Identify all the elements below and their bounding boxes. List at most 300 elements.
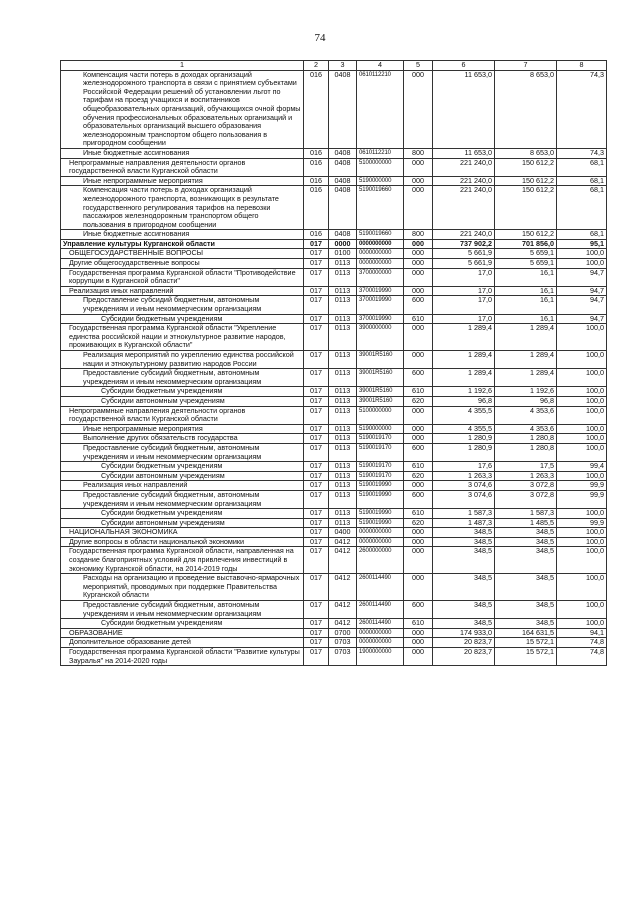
row-target-code: 2600114490 — [357, 619, 404, 629]
row-actual-amount: 5 659,1 — [495, 249, 557, 259]
row-actual-amount: 1 289,4 — [495, 351, 557, 369]
row-section-code: 0113 — [329, 462, 357, 472]
row-actual-amount: 16,1 — [495, 314, 557, 324]
table-row — [61, 601, 607, 619]
row-target-code: 0610112210 — [357, 70, 404, 148]
row-percent: 74,8 — [557, 638, 607, 648]
table-row — [61, 628, 607, 638]
row-section-code: 0113 — [329, 387, 357, 397]
row-expense-type-code: 000 — [404, 239, 433, 249]
row-section-code: 0000 — [329, 239, 357, 249]
row-expense-type-code: 620 — [404, 518, 433, 528]
row-actual-amount: 348,5 — [495, 537, 557, 547]
budget-table — [60, 60, 607, 666]
table-row — [61, 638, 607, 648]
row-expense-type-code: 000 — [404, 70, 433, 148]
row-target-code: 5190019990 — [357, 509, 404, 519]
row-plan-amount: 221 240,0 — [433, 230, 495, 240]
column-number: 8 — [557, 61, 607, 71]
row-plan-amount: 1 192,6 — [433, 387, 495, 397]
row-plan-amount: 1 587,3 — [433, 509, 495, 519]
row-grbs-code: 017 — [304, 424, 329, 434]
row-actual-amount: 3 072,8 — [495, 481, 557, 491]
row-target-code: 5190019990 — [357, 518, 404, 528]
row-percent: 100,0 — [557, 369, 607, 387]
row-percent: 100,0 — [557, 509, 607, 519]
row-grbs-code: 017 — [304, 619, 329, 629]
row-percent: 100,0 — [557, 434, 607, 444]
row-actual-amount: 4 353,6 — [495, 406, 557, 424]
row-grbs-code: 017 — [304, 509, 329, 519]
row-name: Иные бюджетные ассигнования — [61, 230, 304, 240]
row-expense-type-code: 600 — [404, 369, 433, 387]
row-expense-type-code: 000 — [404, 537, 433, 547]
table-row — [61, 509, 607, 519]
row-expense-type-code: 000 — [404, 547, 433, 574]
row-percent: 95,1 — [557, 239, 607, 249]
row-grbs-code: 017 — [304, 314, 329, 324]
row-percent: 100,0 — [557, 351, 607, 369]
row-target-code: 39001R5160 — [357, 387, 404, 397]
row-name: Государственная программа Курганской области "Развитие культуры Зауралья" на 2014-2020 годы — [61, 648, 304, 666]
table-row — [61, 528, 607, 538]
row-section-code: 0113 — [329, 518, 357, 528]
row-actual-amount: 1 485,5 — [495, 518, 557, 528]
row-grbs-code: 017 — [304, 471, 329, 481]
row-expense-type-code: 610 — [404, 619, 433, 629]
row-name: Предоставление субсидий бюджетным, автономным учреждениям и иным некоммерческим организациям — [61, 296, 304, 314]
row-expense-type-code: 610 — [404, 314, 433, 324]
row-actual-amount: 16,1 — [495, 296, 557, 314]
row-percent: 74,3 — [557, 70, 607, 148]
row-actual-amount: 348,5 — [495, 574, 557, 601]
row-plan-amount: 348,5 — [433, 528, 495, 538]
row-percent: 100,0 — [557, 324, 607, 351]
row-plan-amount: 20 823,7 — [433, 648, 495, 666]
row-target-code: 0000000000 — [357, 537, 404, 547]
row-name: Предоставление субсидий бюджетным, автономным учреждениям и иным некоммерческим организациям — [61, 601, 304, 619]
row-percent: 100,0 — [557, 396, 607, 406]
row-target-code: 1900000000 — [357, 648, 404, 666]
row-plan-amount: 3 074,6 — [433, 481, 495, 491]
table-row — [61, 406, 607, 424]
row-actual-amount: 5 659,1 — [495, 259, 557, 269]
row-section-code: 0100 — [329, 249, 357, 259]
row-name: Субсидии бюджетным учреждениям — [61, 619, 304, 629]
row-plan-amount: 17,0 — [433, 286, 495, 296]
row-name: ОБРАЗОВАНИЕ — [61, 628, 304, 638]
row-grbs-code: 017 — [304, 574, 329, 601]
row-plan-amount: 737 902,2 — [433, 239, 495, 249]
row-name: Субсидии бюджетным учреждениям — [61, 462, 304, 472]
row-expense-type-code: 000 — [404, 481, 433, 491]
row-percent: 100,0 — [557, 424, 607, 434]
row-target-code: 5190019170 — [357, 471, 404, 481]
table-row — [61, 268, 607, 286]
table-row — [61, 443, 607, 461]
row-expense-type-code: 000 — [404, 158, 433, 176]
row-grbs-code: 017 — [304, 434, 329, 444]
row-grbs-code: 016 — [304, 230, 329, 240]
table-row — [61, 619, 607, 629]
row-target-code: 39001R5160 — [357, 351, 404, 369]
row-section-code: 0412 — [329, 619, 357, 629]
row-expense-type-code: 800 — [404, 148, 433, 158]
row-target-code: 3900000000 — [357, 324, 404, 351]
row-expense-type-code: 000 — [404, 249, 433, 259]
row-plan-amount: 17,0 — [433, 314, 495, 324]
row-name: Реализация мероприятий по укреплению единства российской нации и этнокультурному развитию народов России — [61, 351, 304, 369]
row-grbs-code: 017 — [304, 406, 329, 424]
row-name: Государственная программа Курганской области, направленная на создание благоприятных условий для привлечения инвестиций в экономику Курганской области, на 2014-2019 годы — [61, 547, 304, 574]
row-percent: 100,0 — [557, 537, 607, 547]
row-percent: 100,0 — [557, 406, 607, 424]
row-name: Субсидии автономным учреждениям — [61, 396, 304, 406]
row-actual-amount: 15 572,1 — [495, 638, 557, 648]
row-grbs-code: 017 — [304, 528, 329, 538]
row-actual-amount: 348,5 — [495, 547, 557, 574]
table-row — [61, 481, 607, 491]
row-target-code: 5190019170 — [357, 462, 404, 472]
row-actual-amount: 3 072,8 — [495, 490, 557, 508]
row-plan-amount: 1 263,3 — [433, 471, 495, 481]
table-row — [61, 230, 607, 240]
row-section-code: 0113 — [329, 406, 357, 424]
row-name: Предоставление субсидий бюджетным, автономным учреждениям и иным некоммерческим организациям — [61, 443, 304, 461]
row-actual-amount: 1 192,6 — [495, 387, 557, 397]
row-plan-amount: 1 289,4 — [433, 324, 495, 351]
row-plan-amount: 174 933,0 — [433, 628, 495, 638]
row-percent: 68,1 — [557, 230, 607, 240]
column-number: 6 — [433, 61, 495, 71]
row-expense-type-code: 000 — [404, 638, 433, 648]
row-section-code: 0703 — [329, 648, 357, 666]
row-percent: 94,7 — [557, 268, 607, 286]
table-row — [61, 648, 607, 666]
row-plan-amount: 348,5 — [433, 601, 495, 619]
row-actual-amount: 96,8 — [495, 396, 557, 406]
row-grbs-code: 017 — [304, 537, 329, 547]
row-name: Реализация иных направлений — [61, 286, 304, 296]
table-row — [61, 239, 607, 249]
row-target-code: 5100000000 — [357, 406, 404, 424]
row-grbs-code: 017 — [304, 296, 329, 314]
row-target-code: 2600000000 — [357, 547, 404, 574]
row-percent: 68,1 — [557, 158, 607, 176]
row-section-code: 0113 — [329, 369, 357, 387]
row-name: Предоставление субсидий бюджетным, автономным учреждениям и иным некоммерческим организациям — [61, 369, 304, 387]
table-row — [61, 176, 607, 186]
row-name: Иные непрограммные мероприятия — [61, 424, 304, 434]
row-name: Расходы на организацию и проведение выставочно-ярмарочных мероприятий, проводимых при поддержке Правительства Курганской области — [61, 574, 304, 601]
table-row — [61, 471, 607, 481]
row-grbs-code: 016 — [304, 158, 329, 176]
row-target-code: 3700019990 — [357, 296, 404, 314]
row-plan-amount: 348,5 — [433, 619, 495, 629]
row-name: Государственная программа Курганской области "Укрепление единства российской нации и этнокультурное развитие народов, проживающих в Курганской области" — [61, 324, 304, 351]
row-section-code: 0113 — [329, 324, 357, 351]
row-percent: 100,0 — [557, 471, 607, 481]
row-expense-type-code: 000 — [404, 351, 433, 369]
row-section-code: 0408 — [329, 70, 357, 148]
column-number: 1 — [61, 61, 304, 71]
row-grbs-code: 017 — [304, 351, 329, 369]
row-expense-type-code: 610 — [404, 387, 433, 397]
row-section-code: 0412 — [329, 601, 357, 619]
row-section-code: 0113 — [329, 268, 357, 286]
row-grbs-code: 017 — [304, 648, 329, 666]
row-expense-type-code: 000 — [404, 186, 433, 230]
row-actual-amount: 348,5 — [495, 619, 557, 629]
row-percent: 100,0 — [557, 547, 607, 574]
row-section-code: 0412 — [329, 537, 357, 547]
row-actual-amount: 150 612,2 — [495, 186, 557, 230]
column-number: 4 — [357, 61, 404, 71]
row-grbs-code: 016 — [304, 148, 329, 158]
row-target-code: 39001R5160 — [357, 396, 404, 406]
row-plan-amount: 17,0 — [433, 296, 495, 314]
row-section-code: 0113 — [329, 471, 357, 481]
table-row — [61, 387, 607, 397]
row-section-code: 0113 — [329, 434, 357, 444]
row-actual-amount: 150 612,2 — [495, 230, 557, 240]
row-target-code: 0000000000 — [357, 239, 404, 249]
row-section-code: 0113 — [329, 509, 357, 519]
row-target-code: 5190000000 — [357, 176, 404, 186]
row-expense-type-code: 000 — [404, 268, 433, 286]
row-section-code: 0113 — [329, 490, 357, 508]
row-actual-amount: 8 653,0 — [495, 70, 557, 148]
row-expense-type-code: 000 — [404, 259, 433, 269]
row-actual-amount: 15 572,1 — [495, 648, 557, 666]
row-grbs-code: 017 — [304, 369, 329, 387]
row-plan-amount: 1 280,9 — [433, 434, 495, 444]
row-expense-type-code: 600 — [404, 601, 433, 619]
row-actual-amount: 150 612,2 — [495, 158, 557, 176]
row-section-code: 0408 — [329, 176, 357, 186]
row-actual-amount: 701 856,0 — [495, 239, 557, 249]
row-target-code: 0610112210 — [357, 148, 404, 158]
row-grbs-code: 017 — [304, 518, 329, 528]
table-row — [61, 158, 607, 176]
row-actual-amount: 1 289,4 — [495, 324, 557, 351]
row-plan-amount: 5 661,9 — [433, 249, 495, 259]
row-name: Иные непрограммные мероприятия — [61, 176, 304, 186]
row-target-code: 3700019990 — [357, 286, 404, 296]
table-row — [61, 518, 607, 528]
row-plan-amount: 4 355,5 — [433, 424, 495, 434]
row-expense-type-code: 620 — [404, 471, 433, 481]
row-target-code: 5190019170 — [357, 434, 404, 444]
table-row — [61, 537, 607, 547]
row-grbs-code: 017 — [304, 628, 329, 638]
column-number: 3 — [329, 61, 357, 71]
row-expense-type-code: 000 — [404, 434, 433, 444]
row-expense-type-code: 000 — [404, 528, 433, 538]
row-target-code: 5190019990 — [357, 481, 404, 491]
row-plan-amount: 1 289,4 — [433, 351, 495, 369]
row-grbs-code: 017 — [304, 462, 329, 472]
row-name: Субсидии бюджетным учреждениям — [61, 509, 304, 519]
row-grbs-code: 016 — [304, 176, 329, 186]
row-section-code: 0408 — [329, 158, 357, 176]
row-section-code: 0113 — [329, 259, 357, 269]
column-number: 2 — [304, 61, 329, 71]
row-plan-amount: 17,0 — [433, 268, 495, 286]
row-section-code: 0703 — [329, 638, 357, 648]
column-number: 7 — [495, 61, 557, 71]
table-row — [61, 249, 607, 259]
table-row — [61, 324, 607, 351]
row-section-code: 0113 — [329, 286, 357, 296]
row-target-code: 5190019990 — [357, 490, 404, 508]
row-percent: 100,0 — [557, 259, 607, 269]
row-expense-type-code: 000 — [404, 648, 433, 666]
row-section-code: 0113 — [329, 424, 357, 434]
page-number: 74 — [314, 32, 326, 44]
row-grbs-code: 017 — [304, 396, 329, 406]
row-grbs-code: 017 — [304, 638, 329, 648]
row-grbs-code: 017 — [304, 443, 329, 461]
row-percent: 99,9 — [557, 490, 607, 508]
row-section-code: 0113 — [329, 296, 357, 314]
row-plan-amount: 1 280,9 — [433, 443, 495, 461]
column-number: 5 — [404, 61, 433, 71]
table-row — [61, 186, 607, 230]
row-name: Другие вопросы в области национальной экономики — [61, 537, 304, 547]
row-target-code: 5190019660 — [357, 186, 404, 230]
row-name: Субсидии бюджетным учреждениям — [61, 387, 304, 397]
table-row — [61, 148, 607, 158]
row-plan-amount: 3 074,6 — [433, 490, 495, 508]
row-section-code: 0412 — [329, 547, 357, 574]
table-row — [61, 314, 607, 324]
row-actual-amount: 16,1 — [495, 286, 557, 296]
row-grbs-code: 017 — [304, 249, 329, 259]
row-target-code: 5190019660 — [357, 230, 404, 240]
row-name: Субсидии бюджетным учреждениям — [61, 314, 304, 324]
row-name: НАЦИОНАЛЬНАЯ ЭКОНОМИКА — [61, 528, 304, 538]
row-expense-type-code: 000 — [404, 574, 433, 601]
row-name: Реализация иных направлений — [61, 481, 304, 491]
row-name: Государственная программа Курганской области "Противодействие коррупции в Курганской области" — [61, 268, 304, 286]
row-section-code: 0408 — [329, 186, 357, 230]
row-plan-amount: 11 653,0 — [433, 148, 495, 158]
row-actual-amount: 150 612,2 — [495, 176, 557, 186]
row-expense-type-code: 600 — [404, 490, 433, 508]
row-expense-type-code: 000 — [404, 324, 433, 351]
row-percent: 68,1 — [557, 176, 607, 186]
row-percent: 100,0 — [557, 528, 607, 538]
row-plan-amount: 4 355,5 — [433, 406, 495, 424]
row-percent: 100,0 — [557, 619, 607, 629]
row-plan-amount: 348,5 — [433, 574, 495, 601]
row-percent: 100,0 — [557, 387, 607, 397]
row-section-code: 0113 — [329, 481, 357, 491]
row-target-code: 0000000000 — [357, 249, 404, 259]
row-percent: 68,1 — [557, 186, 607, 230]
row-percent: 74,3 — [557, 148, 607, 158]
row-actual-amount: 17,5 — [495, 462, 557, 472]
row-name: Непрограммные направления деятельности органов государственной власти Курганской области — [61, 158, 304, 176]
row-section-code: 0113 — [329, 396, 357, 406]
row-expense-type-code: 610 — [404, 509, 433, 519]
row-grbs-code: 017 — [304, 490, 329, 508]
row-expense-type-code: 800 — [404, 230, 433, 240]
table-row — [61, 259, 607, 269]
row-name: Дополнительное образование детей — [61, 638, 304, 648]
row-plan-amount: 221 240,0 — [433, 186, 495, 230]
table-row — [61, 462, 607, 472]
row-name: Выполнение других обязательств государства — [61, 434, 304, 444]
table-row — [61, 490, 607, 508]
row-name: Субсидии автономным учреждениям — [61, 471, 304, 481]
row-section-code: 0113 — [329, 314, 357, 324]
row-name: Предоставление субсидий бюджетным, автономным учреждениям и иным некоммерческим организациям — [61, 490, 304, 508]
row-target-code: 0000000000 — [357, 528, 404, 538]
row-plan-amount: 5 661,9 — [433, 259, 495, 269]
row-grbs-code: 017 — [304, 547, 329, 574]
row-actual-amount: 1 280,8 — [495, 434, 557, 444]
row-plan-amount: 221 240,0 — [433, 176, 495, 186]
column-number-row — [61, 61, 607, 71]
row-actual-amount: 1 280,8 — [495, 443, 557, 461]
row-grbs-code: 017 — [304, 239, 329, 249]
row-plan-amount: 221 240,0 — [433, 158, 495, 176]
table-row — [61, 547, 607, 574]
row-target-code: 5190000000 — [357, 424, 404, 434]
row-percent: 100,0 — [557, 601, 607, 619]
table-row — [61, 574, 607, 601]
row-expense-type-code: 600 — [404, 443, 433, 461]
row-name: Управление культуры Курганской области — [61, 239, 304, 249]
row-name: Компенсация части потерь в доходах организаций железнодорожного транспорта, возникающих в результате государственного регулирования тарифов на перевозки пассажиров железнодорожным транспортом общего пользования в пригородном сообщении — [61, 186, 304, 230]
row-target-code: 0000000000 — [357, 628, 404, 638]
row-actual-amount: 1 289,4 — [495, 369, 557, 387]
row-actual-amount: 1 587,3 — [495, 509, 557, 519]
row-target-code: 3700019990 — [357, 314, 404, 324]
row-plan-amount: 11 653,0 — [433, 70, 495, 148]
table-row — [61, 396, 607, 406]
row-target-code: 5100000000 — [357, 158, 404, 176]
row-percent: 74,8 — [557, 648, 607, 666]
row-target-code: 0000000000 — [357, 638, 404, 648]
table-row — [61, 424, 607, 434]
row-section-code: 0113 — [329, 443, 357, 461]
row-expense-type-code: 000 — [404, 406, 433, 424]
row-grbs-code: 016 — [304, 186, 329, 230]
row-grbs-code: 017 — [304, 286, 329, 296]
row-grbs-code: 017 — [304, 268, 329, 286]
table-row — [61, 351, 607, 369]
row-name: Компенсация части потерь в доходах организаций железнодорожного транспорта в связи с принятием субъектами Российской Федерации решений об установлении льгот по тарифам на проезд учащихся и воспитанников общеобразовательных организаций, обучающихся очной формы обучения профессиональных образовательных организаций и образовательных организаций высшего образования железнодорожным транспортом общего пользования в пригородном сообщении — [61, 70, 304, 148]
row-percent: 94,1 — [557, 628, 607, 638]
row-actual-amount: 16,1 — [495, 268, 557, 286]
row-plan-amount: 20 823,7 — [433, 638, 495, 648]
row-percent: 94,7 — [557, 296, 607, 314]
row-plan-amount: 17,6 — [433, 462, 495, 472]
row-percent: 99,9 — [557, 481, 607, 491]
row-expense-type-code: 610 — [404, 462, 433, 472]
row-actual-amount: 164 631,5 — [495, 628, 557, 638]
row-plan-amount: 1 487,3 — [433, 518, 495, 528]
row-section-code: 0700 — [329, 628, 357, 638]
row-actual-amount: 348,5 — [495, 601, 557, 619]
row-plan-amount: 1 289,4 — [433, 369, 495, 387]
row-percent: 99,9 — [557, 518, 607, 528]
row-actual-amount: 4 353,6 — [495, 424, 557, 434]
row-grbs-code: 017 — [304, 324, 329, 351]
